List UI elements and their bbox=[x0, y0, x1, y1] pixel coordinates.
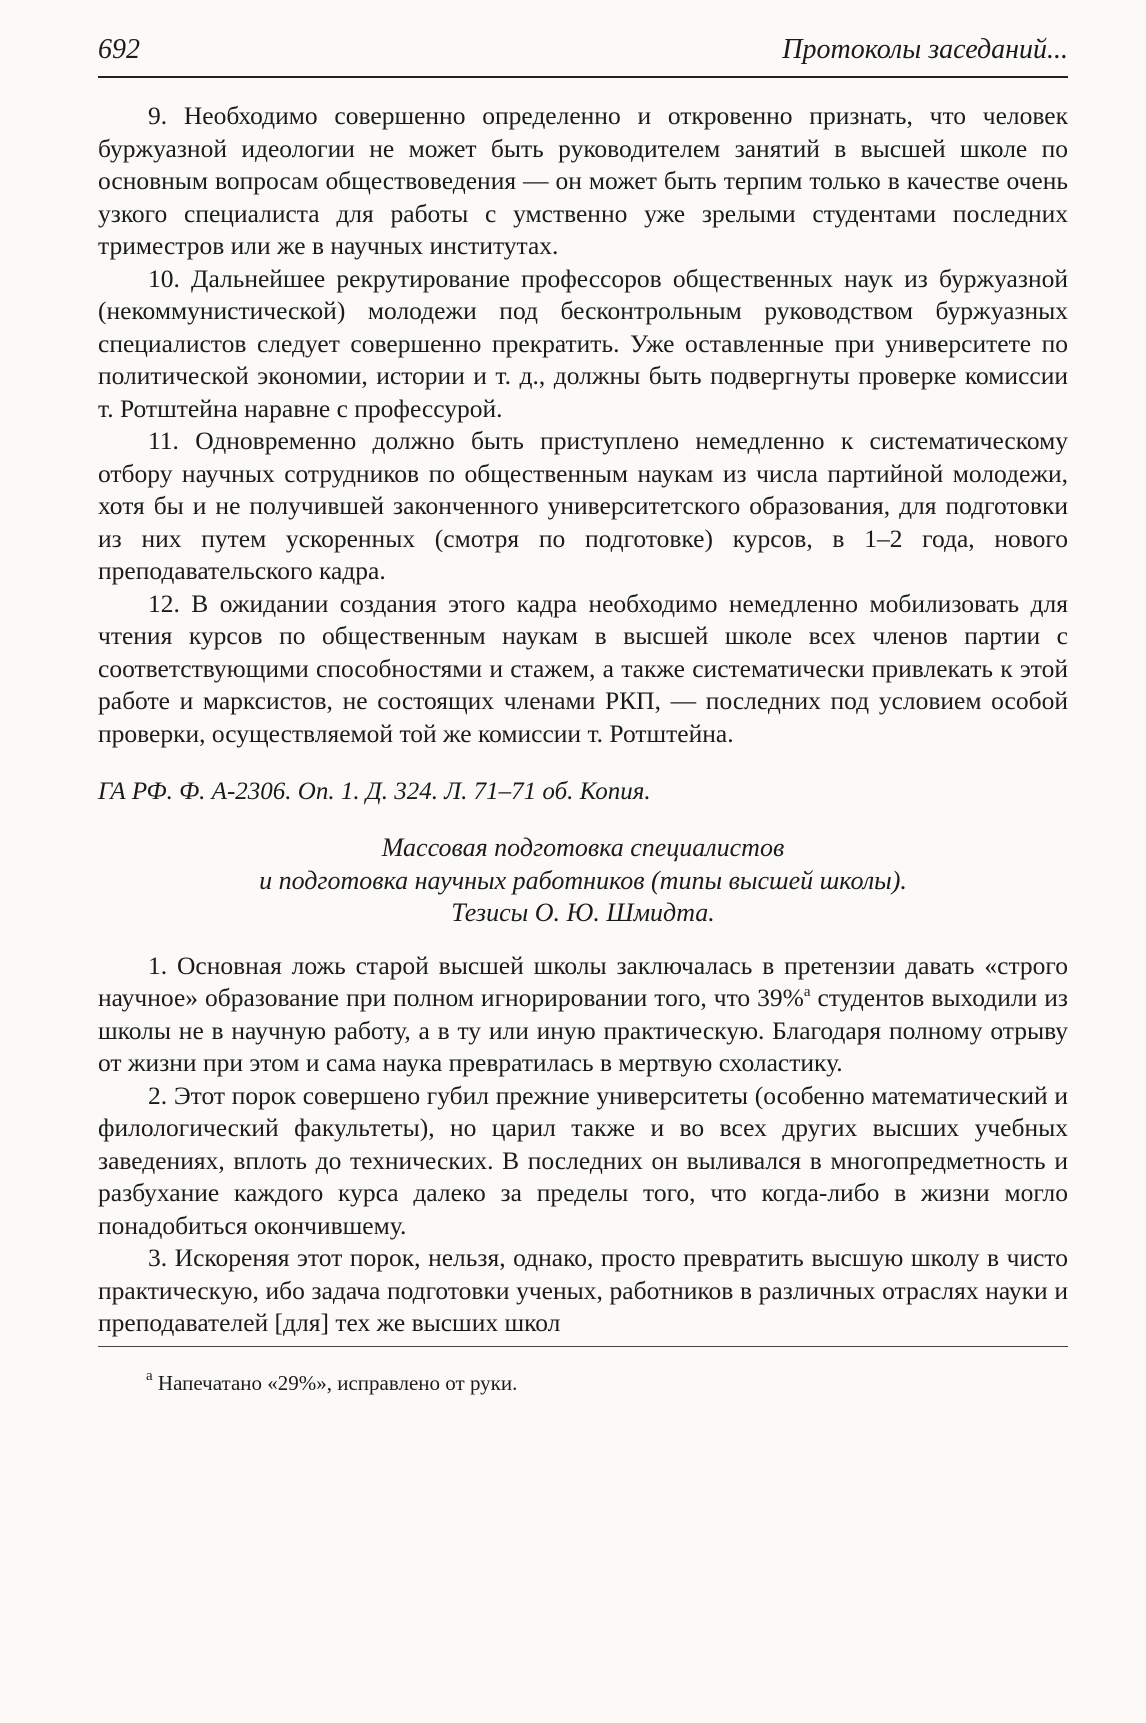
section-title-line-3: Тезисы О. Ю. Шмидта. bbox=[451, 898, 715, 927]
footnote-text: Напечатано «29%», исправлено от руки. bbox=[152, 1370, 518, 1395]
running-head bbox=[98, 30, 1068, 78]
thesis-3: 3. Искореняя этот порок, нельзя, однако, просто превратить высшую школу в чисто практическую, ибо задача подготовки ученых, работников в различных отраслях науки и преподавателей [для] тех же высших школ bbox=[98, 1243, 1068, 1337]
section-title-line-1: Массовая подготовка специалистов bbox=[381, 833, 785, 862]
book-page bbox=[98, 30, 1068, 1397]
footnote-marker-label: a bbox=[146, 1367, 153, 1384]
paragraph-10: 10. Дальнейшее рекрутирование профессоров общественных наук из буржуазной (некоммунистической) молодежи под бесконтрольным руководством буржуазных специалистов следует совершенно прекратить. Уже оставленные при университете по политической экономии, истории и т. д., должны быть подвергнуты проверке комиссии т. Ротштейна наравне с профессурой. bbox=[98, 263, 1068, 423]
thesis-1-text-start: 1. Основная ложь старой высшей школы заключалась в претензии давать «строго научное» образование при полном игнорировании того, что 39% bbox=[98, 950, 1068, 1012]
running-title: Протоколы заседаний... bbox=[782, 34, 1068, 65]
main-text bbox=[98, 100, 1068, 1397]
thesis-1-text-end: студентов выходили из школы не в научную работу, а в ту или иную практическую. Благодаря полному отрыву от жизни при этом и сама наука превратилась в мертвую схоластику. bbox=[98, 983, 1068, 1077]
theses bbox=[98, 950, 1068, 1340]
footnote-marker: a bbox=[803, 984, 811, 1000]
paragraph-9: 9. Необходимо совершенно определенно и откровенно признать, что человек буржуазной идеологии не может быть руководителем занятий в высшей школе по основным вопросам обществоведения — он может быть терпим только в качестве очень узкого специалиста для работы с умственно уже зрелыми студентами последних триместров или же в научных институтах. bbox=[98, 101, 1068, 260]
section-title-line-2: и подготовка научных работников (типы высшей школы). bbox=[259, 865, 907, 895]
footnote bbox=[98, 1369, 1068, 1397]
thesis-1 bbox=[98, 950, 1068, 1080]
footnote-divider bbox=[98, 1346, 1068, 1347]
paragraph-12: 12. В ожидании создания этого кадра необходимо немедленно мобилизовать для чтения курсов по общественным наукам в высшей школе всех членов партии с соответствующими способностями и стажем, а также систематически привлекать к этой работе и марксистов, не состоящих членами РКП, — последних под условием особой проверки, осуществляемой той же комиссии т. Ротштейна. bbox=[98, 588, 1068, 748]
paragraph-11: 11. Одновременно должно быть приступлено немедленно к систематическому отбору научных сотрудников по общественным наукам из числа партийной молодежи, хотя бы и не получившей законченного университетского образования, для подготовки из них путем ускоренных (смотря по подготовке) курсов, в 1–2 года, нового преподавательского кадра. bbox=[98, 426, 1068, 585]
archive-source-reference: ГА РФ. Ф. А-2306. Оп. 1. Д. 324. Л. 71–71 об. Копия. bbox=[98, 778, 651, 805]
thesis-2: 2. Этот порок совершено губил прежние университеты (особенно математический и филологический факультеты), но царил также и во всех других высших учебных заведениях, вплоть до технических. В последних он выливался в многопредметность и разбухание каждого курса далеко за пределы того, что когда-либо в жизни могло понадобиться окончившему. bbox=[98, 1080, 1068, 1240]
section-title bbox=[98, 832, 1068, 930]
page-number: 692 bbox=[98, 34, 140, 65]
